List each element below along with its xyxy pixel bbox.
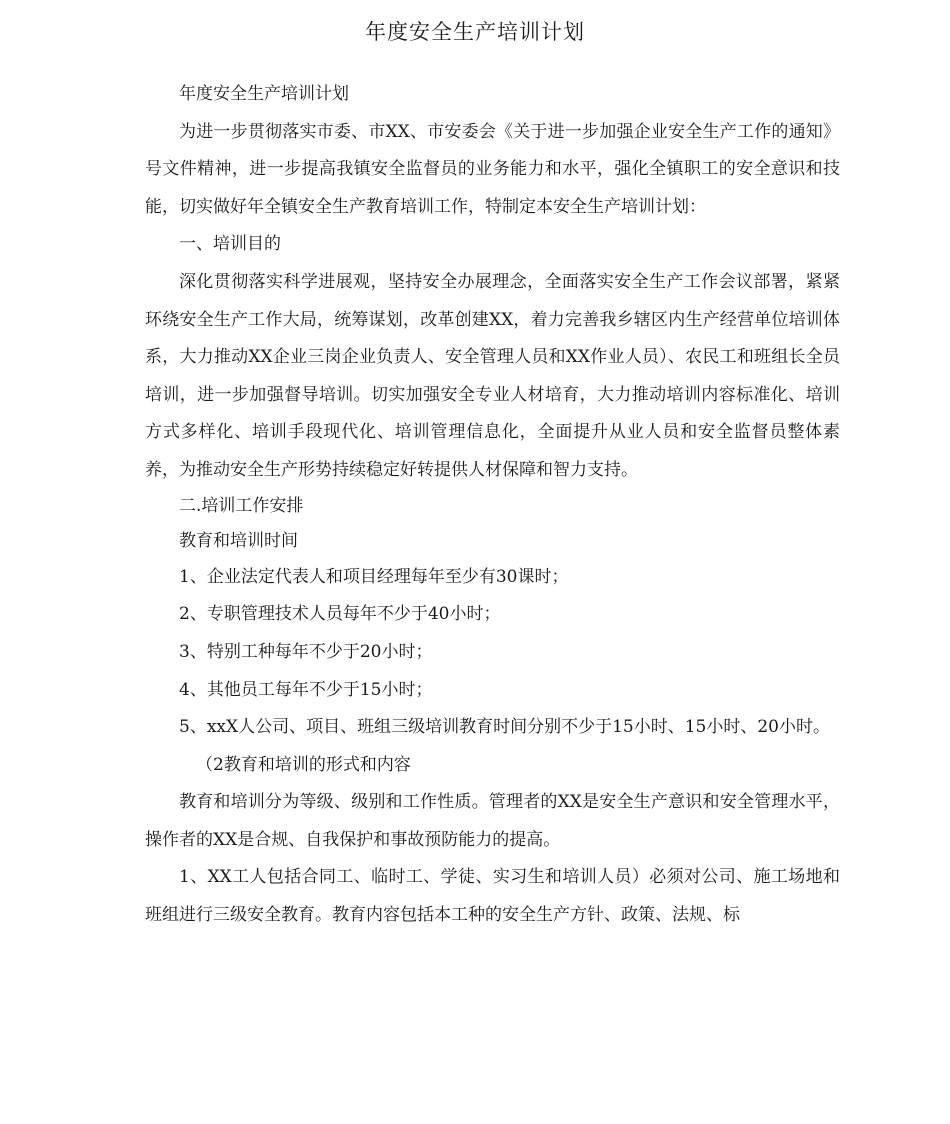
list-item: 4、其他员工每年不少于15小时； [179,679,433,700]
document-body [145,76,840,935]
purpose-paragraph: 深化贯彻落实科学进展观，坚持安全办展理念，全面落实安全生产工作会议部署，紧紧环绕安全生产工作大局，统筹谋划，改革创建XX，着力完善我乡辖区内生产经营单位培训体系，大力推动XX企业三岗企业负责人、安全管理人员和XX作业人员）、农民工和班组长全员培训，进一步加强督导培训。切实加强安全专业人材培育，大力推动培训内容标准化、培训方式多样化、培训手段现代化、培训管理信息化，全面提升从业人员和安全监督员整体素养，为推动安全生产形势持续稳定好转提供人材保障和智力支持。 [145,271,840,480]
training-time-subheading: 教育和培训时间 [179,531,298,552]
intro-paragraph: 为进一步贯彻落实市委、市XX、市安委会《关于进一步加强企业安全生产工作的通知》号文件精神，进一步提高我镇安全监督员的业务能力和水平，强化全镇职工的安全意识和技能，切实做好年全镇安全生产教育培训工作，特制定本安全生产培训计划： [145,121,840,217]
section-heading-purpose: 一、培训目的 [179,234,281,255]
item1-paragraph: 1、XX工人包括合同工、临时工、学徒、实习生和培训人员）必须对公司、施工场地和班组进行三级安全教育。教育内容包括本工种的安全生产方针、政策、法规、标 [145,867,840,926]
list-item: 2、专职管理技术人员每年不少于40小时； [179,604,501,625]
list-item: 1、企业法定代表人和项目经理每年至少有30课时； [179,566,569,587]
forms-paragraph: 教育和培训分为等级、级别和工作性质。管理者的XX是安全生产意识和安全管理水平，操作者的XX是合规、自我保护和事故预防能力的提高。 [145,792,840,850]
list-item: 5、xxX人公司、项目、班组三级培训教育时间分别不少于15小时、15小时、20小时。 [179,717,830,738]
section-heading-arrangement: 二.培训工作安排 [179,495,304,516]
document-title: 年度安全生产培训计划 [365,20,585,44]
forms-content-subheading: （2教育和培训的形式和内容 [196,754,411,775]
document-subtitle: 年度安全生产培训计划 [179,84,349,104]
list-item: 3、特别工种每年不少于20小时； [179,641,433,662]
